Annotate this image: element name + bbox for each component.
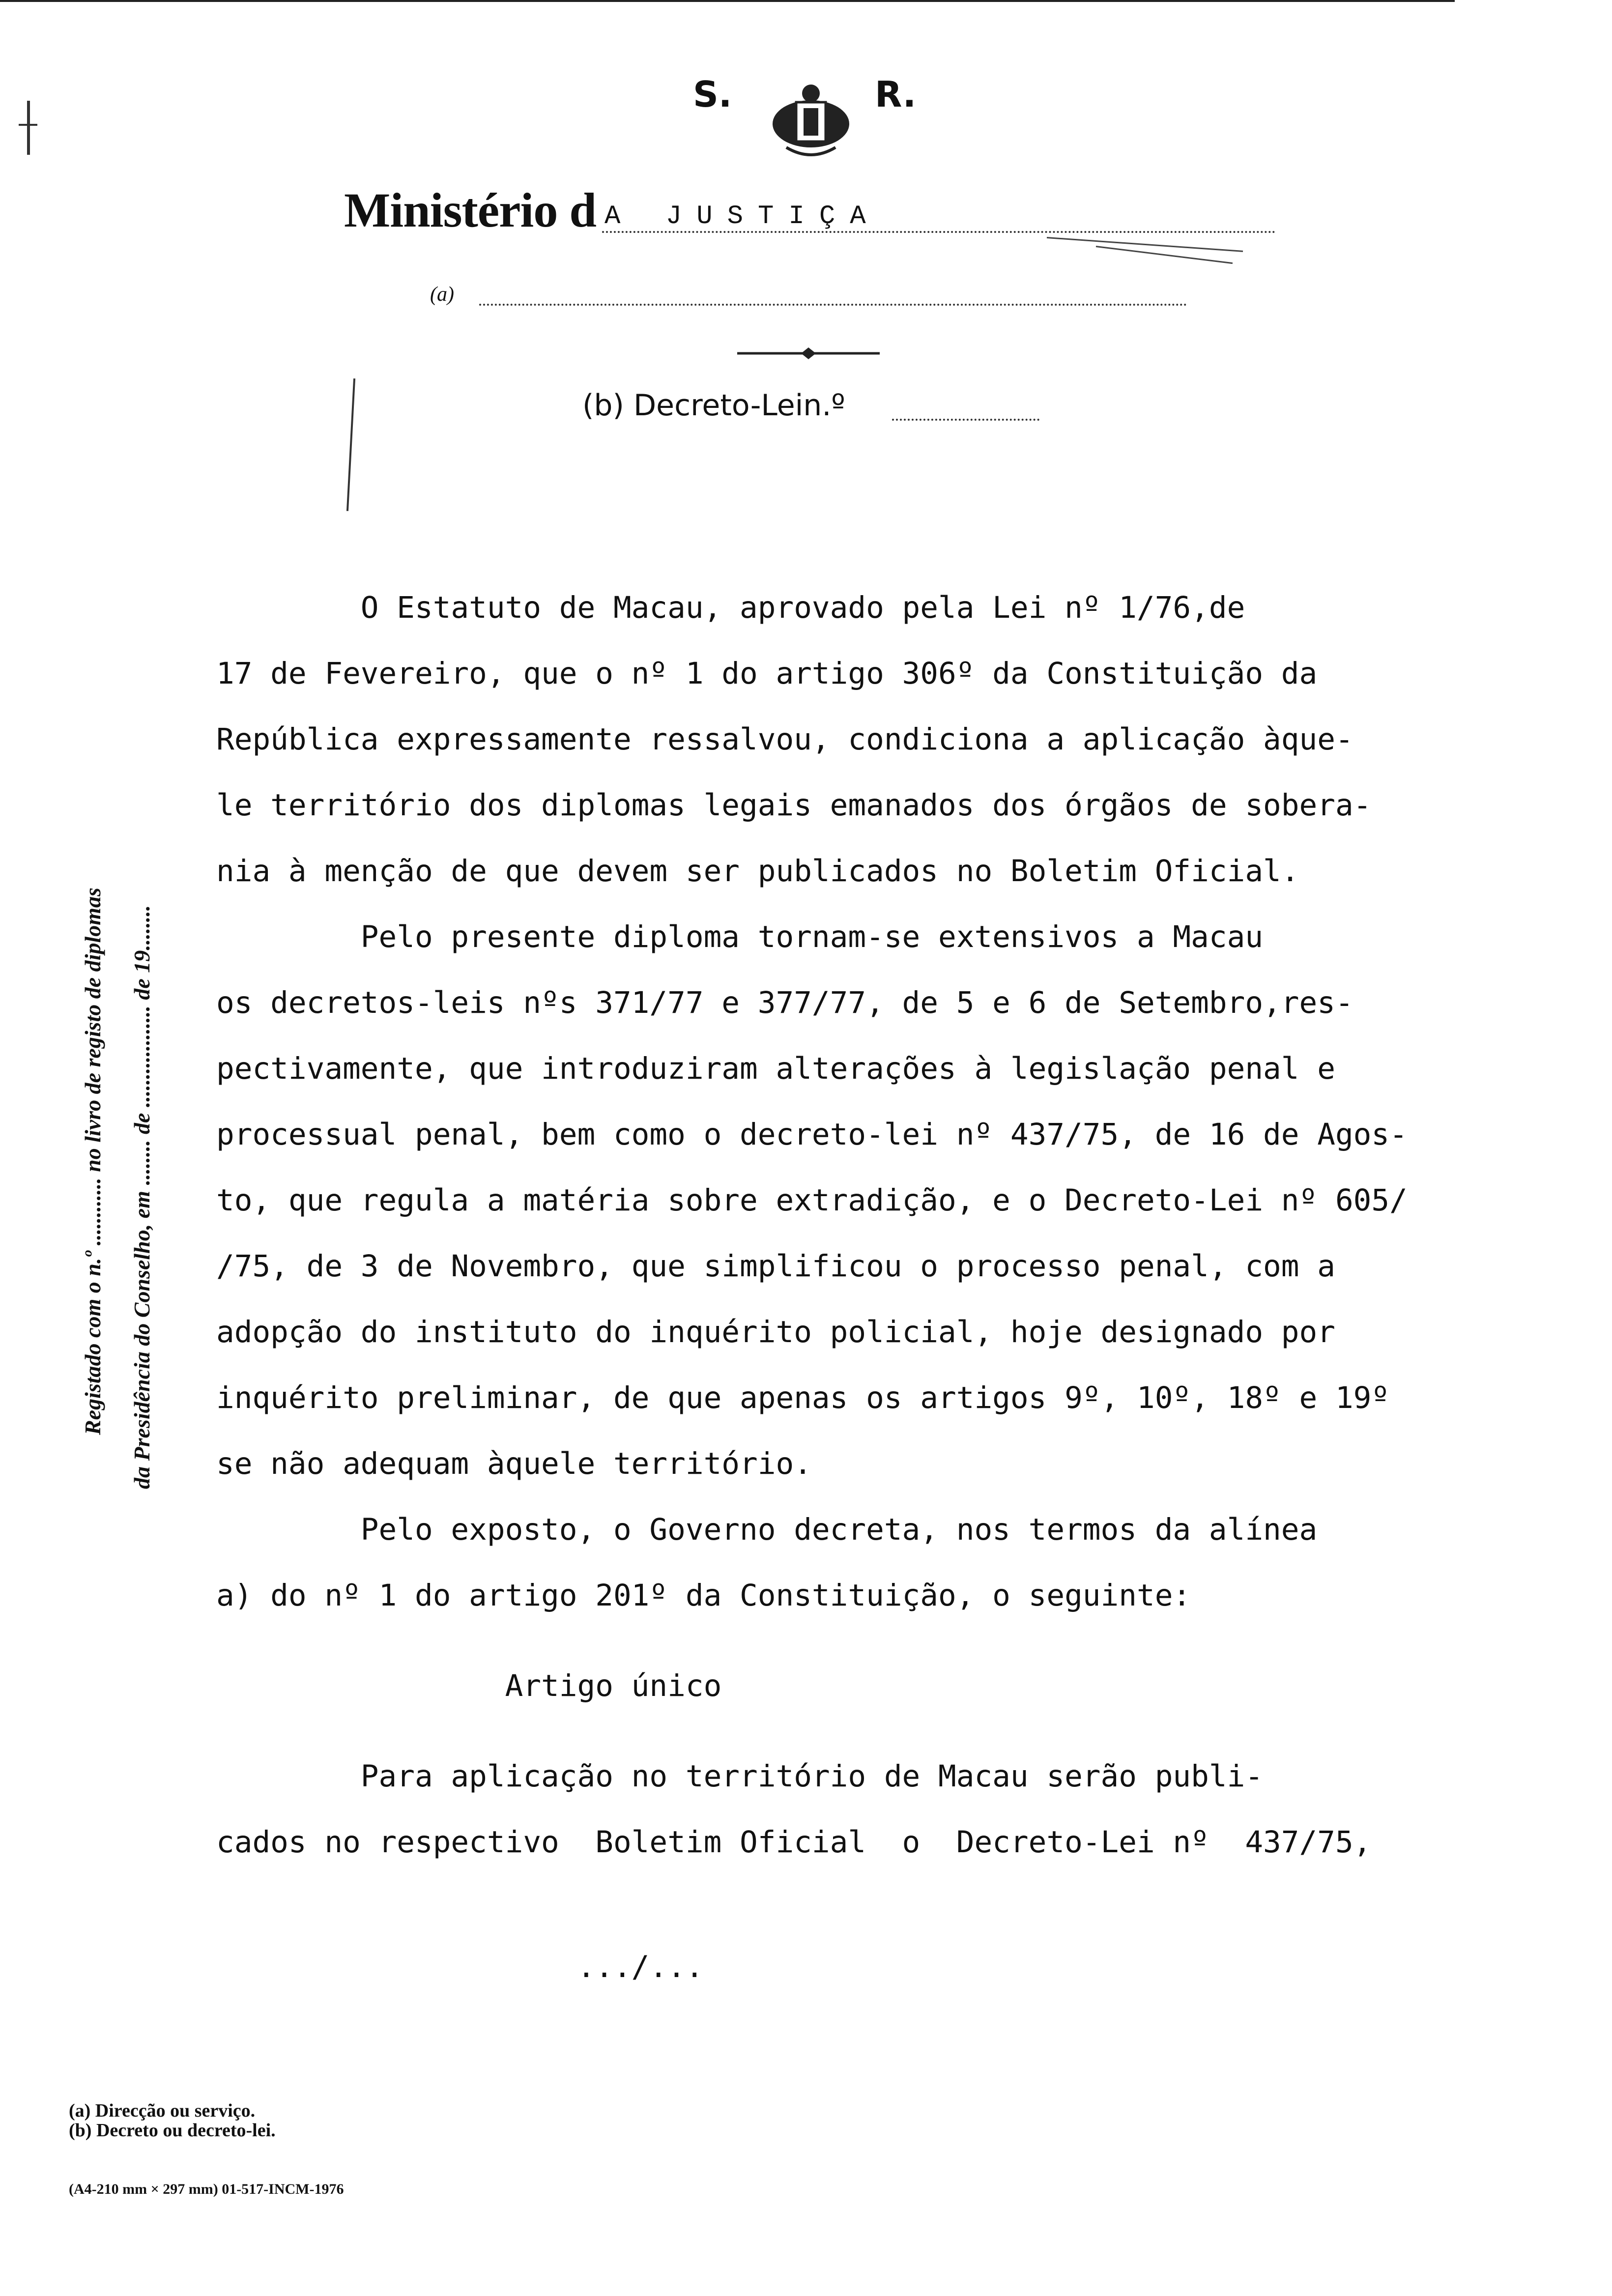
text-line: /75, de 3 de Novembro, que simplificou o processo penal, com a <box>216 1249 1335 1284</box>
text-line: processual penal, bem como o decreto-lei nº 437/75, de 16 de Agos- <box>216 1117 1408 1152</box>
r-letter: R. <box>875 74 917 115</box>
text-line: pectivamente, que introduziram alterações à legislação penal e <box>216 1051 1335 1086</box>
s-letter: S. <box>693 74 732 115</box>
decree-number-label: (b) Decreto-Lein.º <box>582 388 845 423</box>
text-line: inquérito preliminar, de que apenas os artigos 9º, 10º, 18º e 19º <box>216 1380 1390 1415</box>
decree-body <box>216 575 1543 2000</box>
registration-margin-note: Registado com o n.º ............ no livro de registo de diplomas <box>80 888 105 1435</box>
ministry-dotted-line <box>602 231 1275 233</box>
text-line: nia à menção de que devem ser publicados no Boletim Oficial. <box>216 854 1299 889</box>
pen-stroke <box>346 378 355 511</box>
margin-pen-mark <box>19 124 37 126</box>
text-line: Pelo exposto, o Governo decreta, nos termos da alínea <box>216 1512 1318 1547</box>
service-dotted-line <box>479 304 1187 306</box>
registration-margin-note: da Presidência do Conselho, em ........ de .................. de 19........ <box>129 905 154 1489</box>
text-line: os decretos-leis nºs 371/77 e 377/77, de 5 e 6 de Setembro,res- <box>216 985 1353 1020</box>
text-line: to, que regula a matéria sobre extradição, e o Decreto-Lei nº 605/ <box>216 1183 1408 1218</box>
pen-stroke <box>1047 237 1243 252</box>
coat-of-arms-emblem <box>767 79 855 162</box>
margin-pen-mark <box>27 101 30 155</box>
text-line: 17 de Fevereiro, que o nº 1 do artigo 306º da Constituição da <box>216 656 1318 691</box>
top-border <box>0 0 1455 2</box>
text-line: Para aplicação no território de Macau serão publi- <box>216 1759 1264 1794</box>
print-code: (A4-210 mm × 297 mm) 01-517-INCM-1976 <box>69 2181 344 2197</box>
text-line: se não adequam àquele território. <box>216 1446 812 1481</box>
text-line: Pelo presente diploma tornam-se extensivos a Macau <box>216 919 1264 954</box>
text-line: le território dos diplomas legais emanados dos órgãos de sobera- <box>216 788 1372 823</box>
text-line: a) do nº 1 do artigo 201º da Constituição, o seguinte: <box>216 1578 1191 1613</box>
ornament-divider <box>737 346 880 361</box>
text-line: República expressamente ressalvou, condiciona a aplicação àque- <box>216 722 1353 757</box>
decree-dotted-line <box>892 419 1039 421</box>
footnote-a: (a) Direcção ou serviço. <box>69 2100 256 2121</box>
ministry-label: Ministério d <box>344 183 596 237</box>
text-line: O Estatuto de Macau, aprovado pela Lei nº 1/76,de <box>216 590 1245 625</box>
article-heading: Artigo único <box>216 1668 722 1703</box>
text-line: adopção do instituto do inquérito policial, hoje designado por <box>216 1315 1335 1349</box>
footnote-b: (b) Decreto ou decreto-lei. <box>69 2120 276 2141</box>
service-field-label: (a) <box>430 283 454 306</box>
ministry-name: A JUSTIÇA <box>604 201 881 231</box>
footnotes <box>69 2101 276 2140</box>
text-line: cados no respectivo Boletim Oficial o Decreto-Lei nº 437/75, <box>216 1825 1372 1860</box>
continuation-mark: .../... <box>216 1950 704 1984</box>
